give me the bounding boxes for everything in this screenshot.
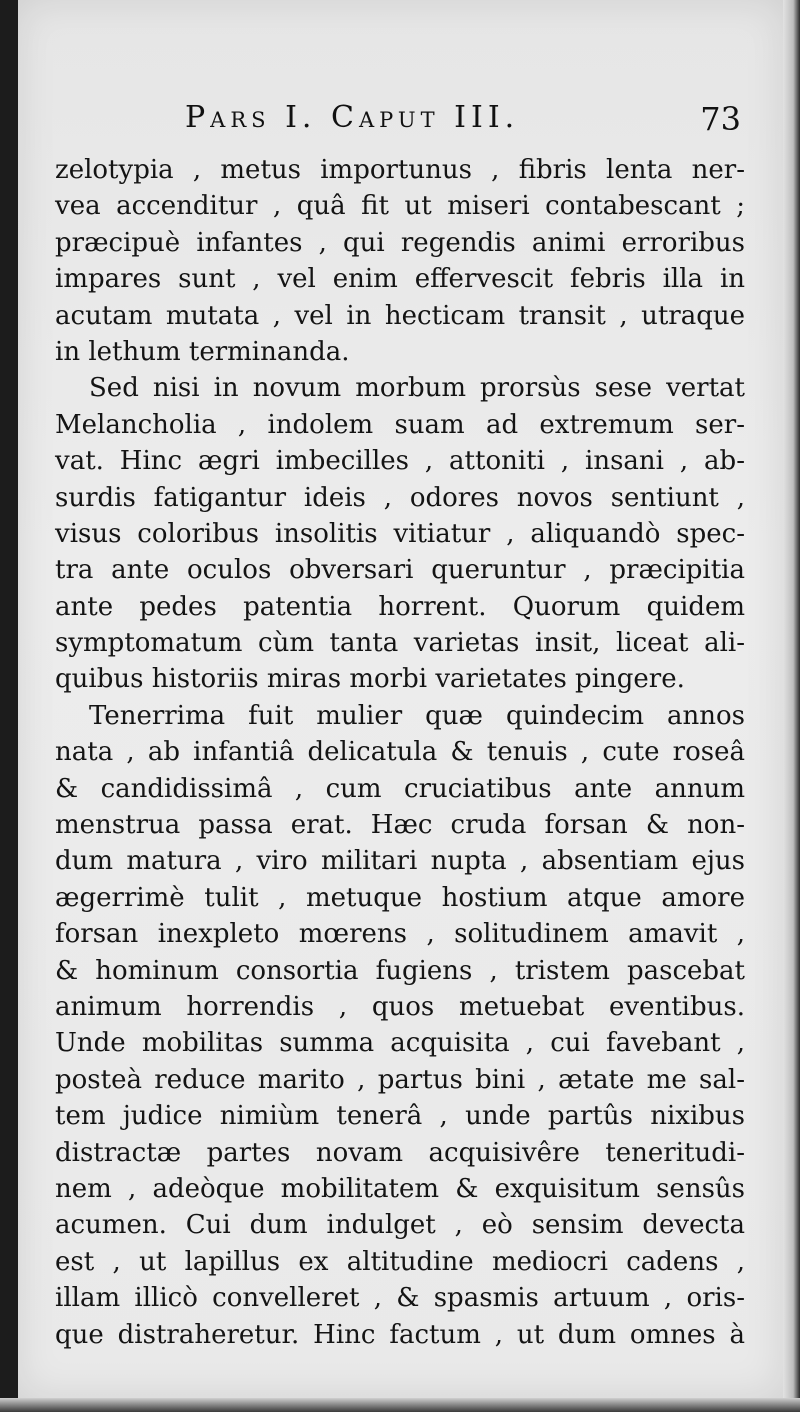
text-line: præcipuè infantes , qui regendis animi erroribus [55, 227, 745, 258]
text-line: forsan inexpleto mœrens , solitudinem amavit , [55, 919, 745, 950]
text-line: ante pedes patentia horrent. Quorum quidem [55, 591, 745, 622]
page-number: 73 [700, 100, 741, 138]
text-line: ægerrimè tulit , metuque hostium atque amore [55, 882, 745, 913]
text-line: nem , adeòque mobilitatem & exquisitum sensûs [55, 1173, 745, 1204]
text-line: in lethum terminanda. [55, 336, 350, 367]
body-text [55, 152, 745, 1353]
text-line: symptomatum cùm tanta varietas insit, liceat ali- [55, 628, 745, 659]
text-line: & hominum consortia fugiens , tristem pascebat [55, 955, 745, 986]
page-edge [783, 0, 800, 1412]
text-line: impares sunt , vel enim effervescit febris illa in [55, 264, 745, 295]
text-line: visus coloribus insolitis vitiatur , aliquandò spec- [55, 518, 745, 549]
running-header [185, 100, 745, 144]
text-line: vea accenditur , quâ fit ut miseri contabescant ; [55, 191, 745, 222]
running-title: Pars I. Caput III. [185, 100, 520, 135]
text-line: est , ut lapillus ex altitudine mediocri cadens , [55, 1246, 745, 1277]
page-bottom-edge [0, 1398, 800, 1412]
text-line: acutam mutata , vel in hecticam transit , utraque [55, 300, 745, 331]
text-line: Sed nisi in novum morbum prorsùs sese vertat [89, 373, 745, 404]
text-line: nata , ab infantiâ delicatula & tenuis , cute roseâ [55, 737, 745, 768]
text-line: vat. Hinc ægri imbecilles , attoniti , insani , ab- [55, 446, 745, 477]
text-line: tra ante oculos obversari queruntur , præcipitia [55, 555, 745, 586]
text-line: menstrua passa erat. Hæc cruda forsan & non- [55, 810, 745, 841]
text-line: illam illicò convelleret , & spasmis artuum , oris- [55, 1283, 745, 1314]
text-line: dum matura , viro militari nupta , absentiam ejus [55, 846, 745, 877]
text-line: posteà reduce marito , partus bini , ætate me sal- [55, 1064, 745, 1095]
text-line: distractæ partes novam acquisivêre teneritudi- [55, 1137, 745, 1168]
text-line: surdis fatigantur ideis , odores novos sentiunt , [55, 482, 745, 513]
text-line: Unde mobilitas summa acquisita , cui favebant , [55, 1028, 745, 1059]
text-line: tem judice nimiùm tenerâ , unde partûs nixibus [55, 1101, 745, 1132]
text-line: Melancholia , indolem suam ad extremum ser- [55, 409, 745, 440]
text-line: & candidissimâ , cum cruciatibus ante annum [55, 773, 745, 804]
text-line: que distraheretur. Hinc factum , ut dum omnes à [55, 1319, 745, 1350]
text-line: acumen. Cui dum indulget , eò sensim devecta [55, 1210, 745, 1241]
text-line: quibus historiis miras morbi varietates pingere. [55, 664, 685, 695]
text-line: Tenerrima fuit mulier quæ quindecim annos [89, 700, 745, 731]
text-line: animum horrendis , quos metuebat eventibus. [55, 991, 745, 1022]
text-line: zelotypia , metus importunus , fibris lenta ner- [55, 155, 745, 185]
